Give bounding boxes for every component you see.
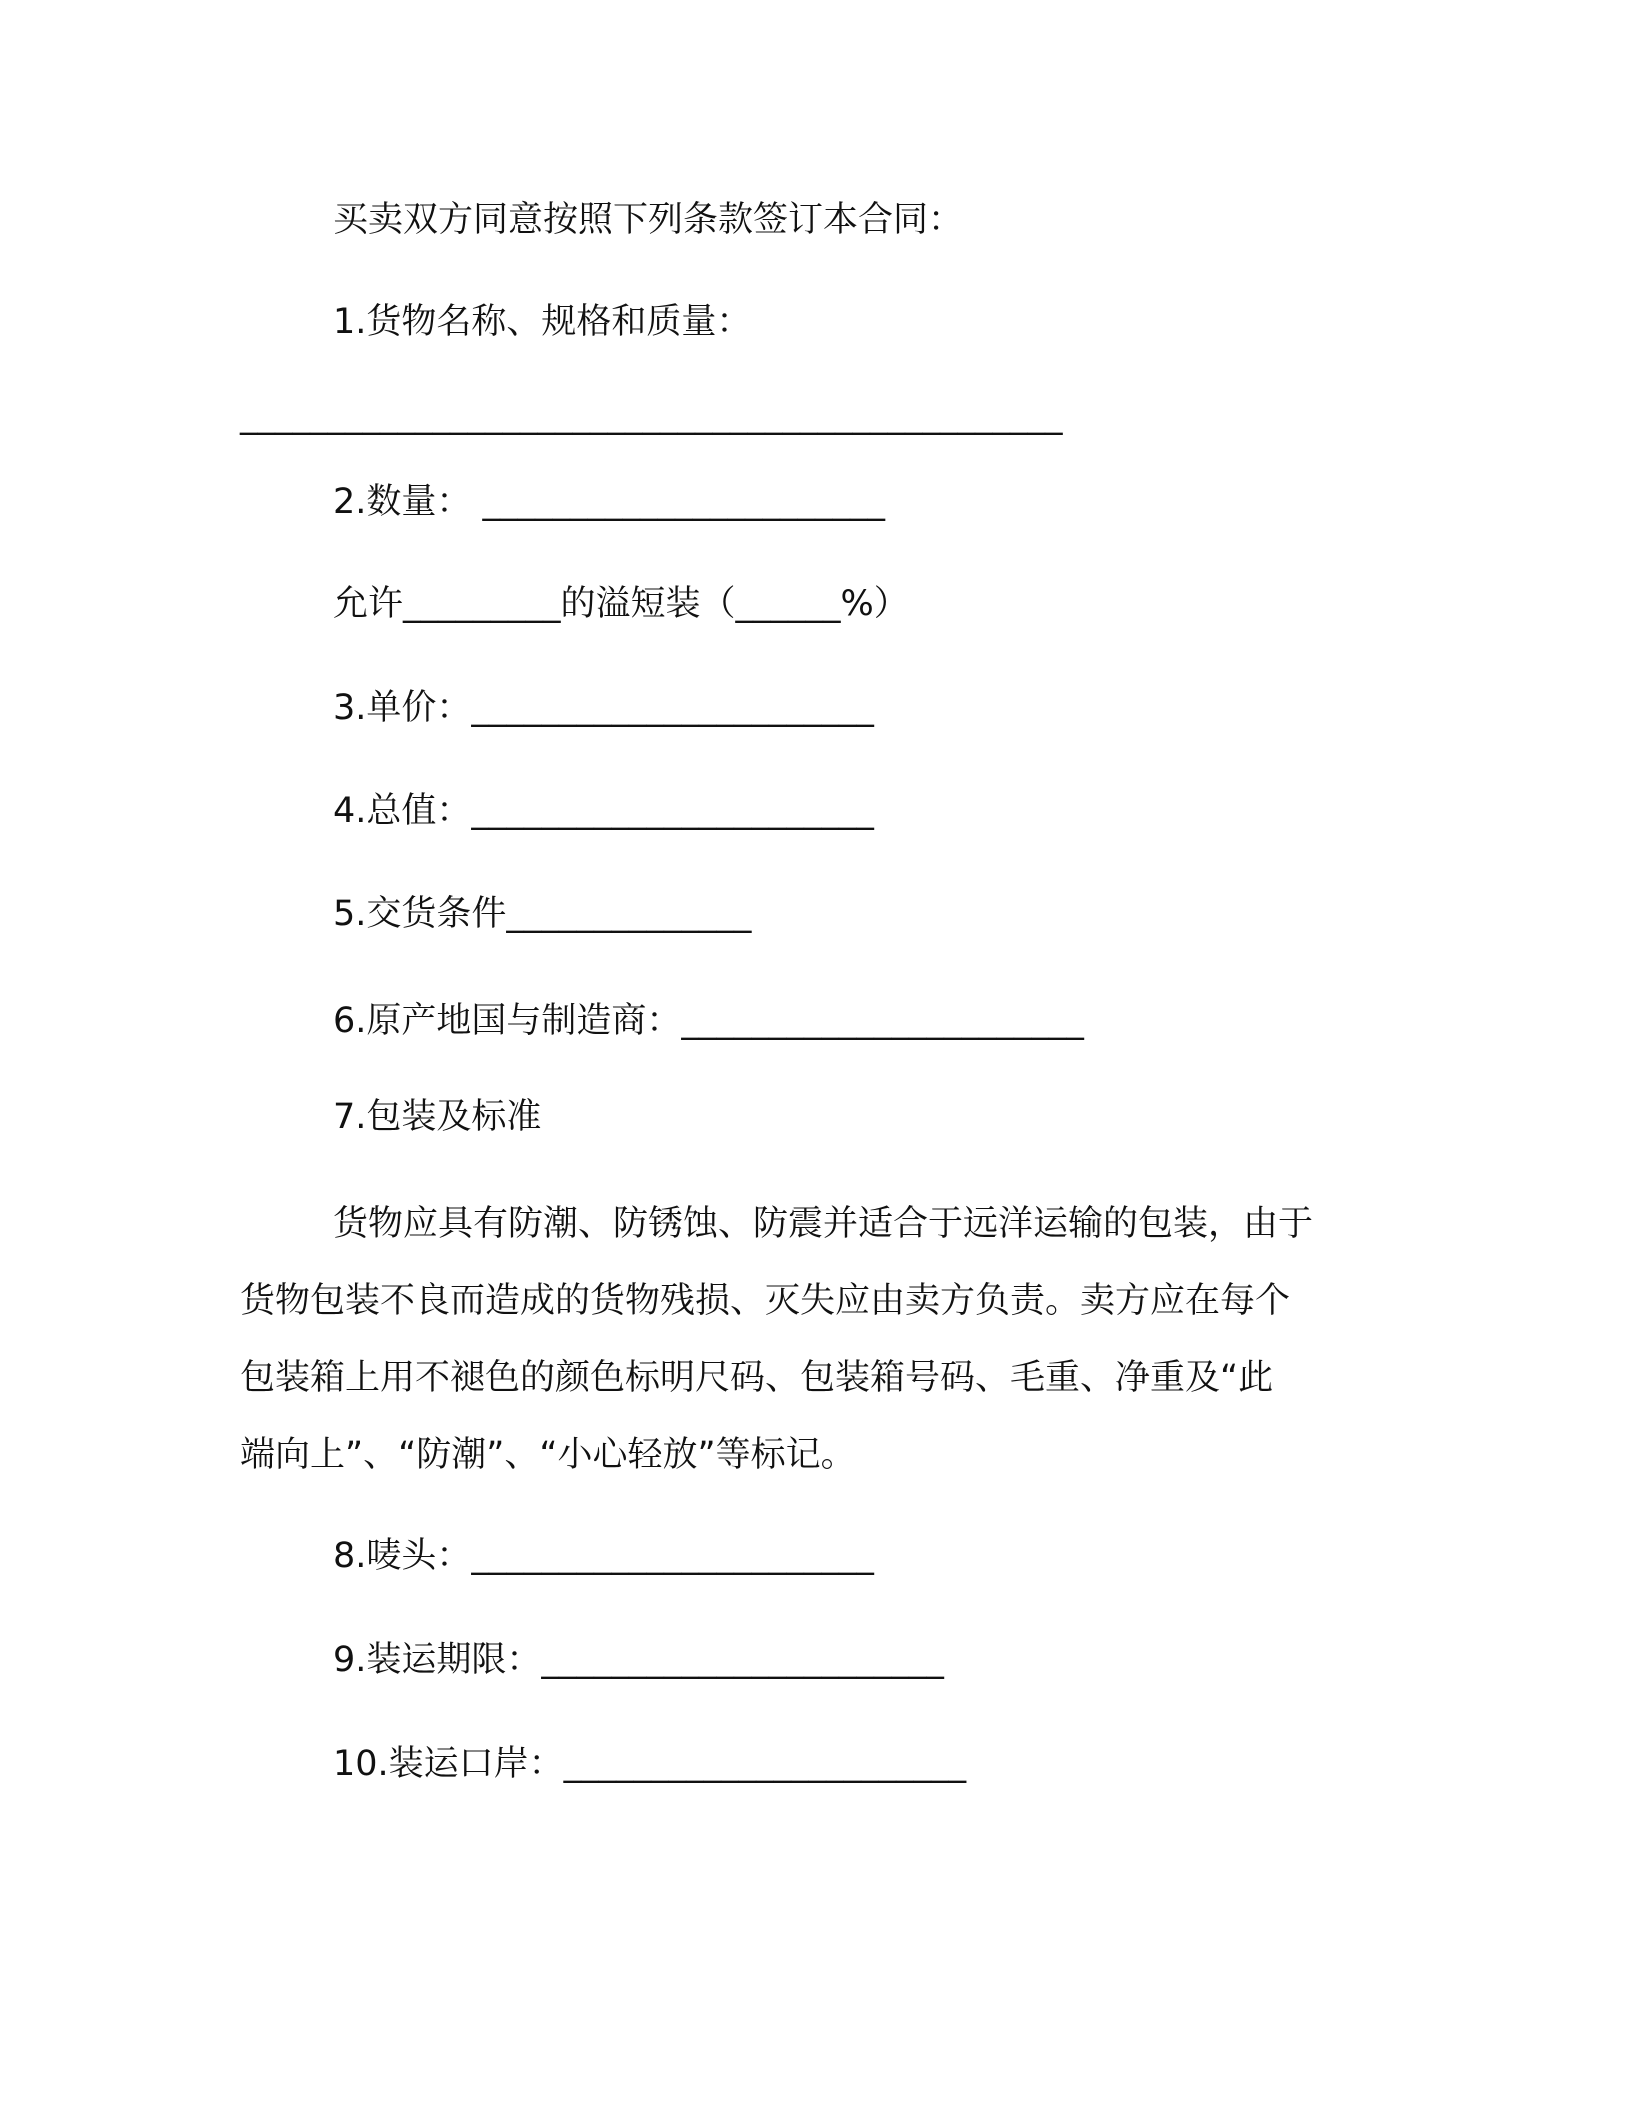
item-loading-port: 10.装运口岸：_______________________ <box>333 1744 967 1784</box>
item-total-value: 4.总值：_______________________ <box>333 791 874 831</box>
item-delivery-terms: 5.交货条件______________ <box>333 894 752 934</box>
item-shipping-marks: 8.唛头：_______________________ <box>333 1536 874 1576</box>
item-origin-manufacturer: 6.原产地国与制造商：_______________________ <box>333 1001 1084 1041</box>
packaging-paragraph-line: 端向上”、“防潮”、“小心轻放”等标记。 <box>240 1435 856 1475</box>
packaging-paragraph-line: 包装箱上用不褪色的颜色标明尺码、包装箱号码、毛重、净重及“此 <box>240 1358 1274 1398</box>
packaging-paragraph-line: 货物包装不良而造成的货物残损、灭失应由卖方负责。卖方应在每个 <box>240 1281 1291 1321</box>
item-goods-name: 1.货物名称、规格和质量： <box>333 302 752 342</box>
item-goods-name-blank: _______________________________________________ <box>240 396 1063 436</box>
item-unit-price: 3.单价：_______________________ <box>333 688 874 728</box>
item-packaging-standard: 7.包装及标准 <box>333 1097 542 1137</box>
item-shipment-period: 9.装运期限：_______________________ <box>333 1640 944 1680</box>
packaging-paragraph <box>240 1186 1385 1494</box>
item-quantity: 2.数量： _______________________ <box>333 482 886 522</box>
packaging-paragraph-line: 货物应具有防潮、防锈蚀、防震并适合于远洋运输的包装，由于 <box>333 1204 1314 1244</box>
contract-intro: 买卖双方同意按照下列条款签订本合同： <box>333 200 964 240</box>
item-overfill-allowance: 允许_________的溢短装（______%） <box>333 584 909 624</box>
